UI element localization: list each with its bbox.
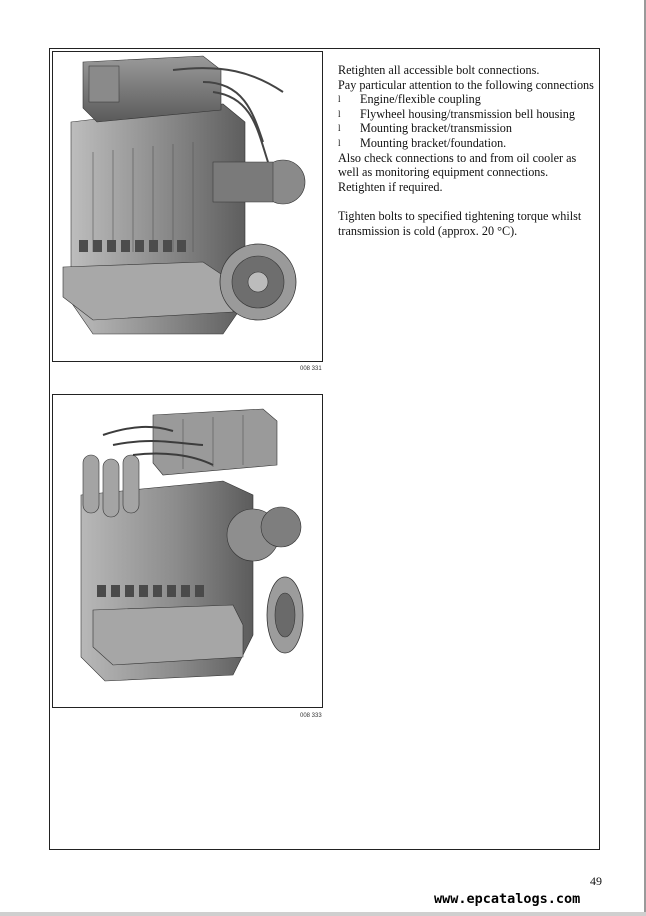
transmission-illustration xyxy=(53,52,322,361)
connection-list xyxy=(338,92,596,150)
sheet-edge-bottom xyxy=(0,912,646,916)
list-item xyxy=(338,92,596,107)
torque-note: Tighten bolts to specified tightening torque whilst transmission is cold (approx. 20 °C). xyxy=(338,209,582,238)
list-item-text: Flywheel housing/transmission bell housing xyxy=(360,106,575,121)
also-check-paragraph: Also check connections to and from oil cooler as well as monitoring equipment connections. Retighten if required. xyxy=(338,150,577,194)
figure-transmission-side-view xyxy=(52,51,323,362)
list-item-text: Mounting bracket/transmission xyxy=(360,121,512,136)
bullet-marker: l xyxy=(338,137,341,148)
instruction-line: Retighten all accessible bolt connections. xyxy=(338,63,540,77)
figure-reference: 008 333 xyxy=(300,713,322,719)
bullet-marker: l xyxy=(338,123,341,134)
page-number: 49 xyxy=(590,874,602,888)
list-item-text: Mounting bracket/foundation. xyxy=(360,135,507,150)
instruction-text xyxy=(338,63,596,239)
bullet-marker: l xyxy=(338,94,341,105)
figure-reference: 008 331 xyxy=(300,366,322,372)
transmission-illustration xyxy=(53,395,322,707)
list-item xyxy=(338,107,596,122)
list-item xyxy=(338,121,596,136)
bullet-marker: l xyxy=(338,108,341,119)
instruction-line: Pay particular attention to the following connections xyxy=(338,77,594,92)
list-item xyxy=(338,136,596,151)
list-item-text: Engine/flexible coupling xyxy=(360,92,481,107)
footer-url: www.epcatalogs.com xyxy=(434,891,581,907)
figure-transmission-front-view xyxy=(52,394,323,708)
